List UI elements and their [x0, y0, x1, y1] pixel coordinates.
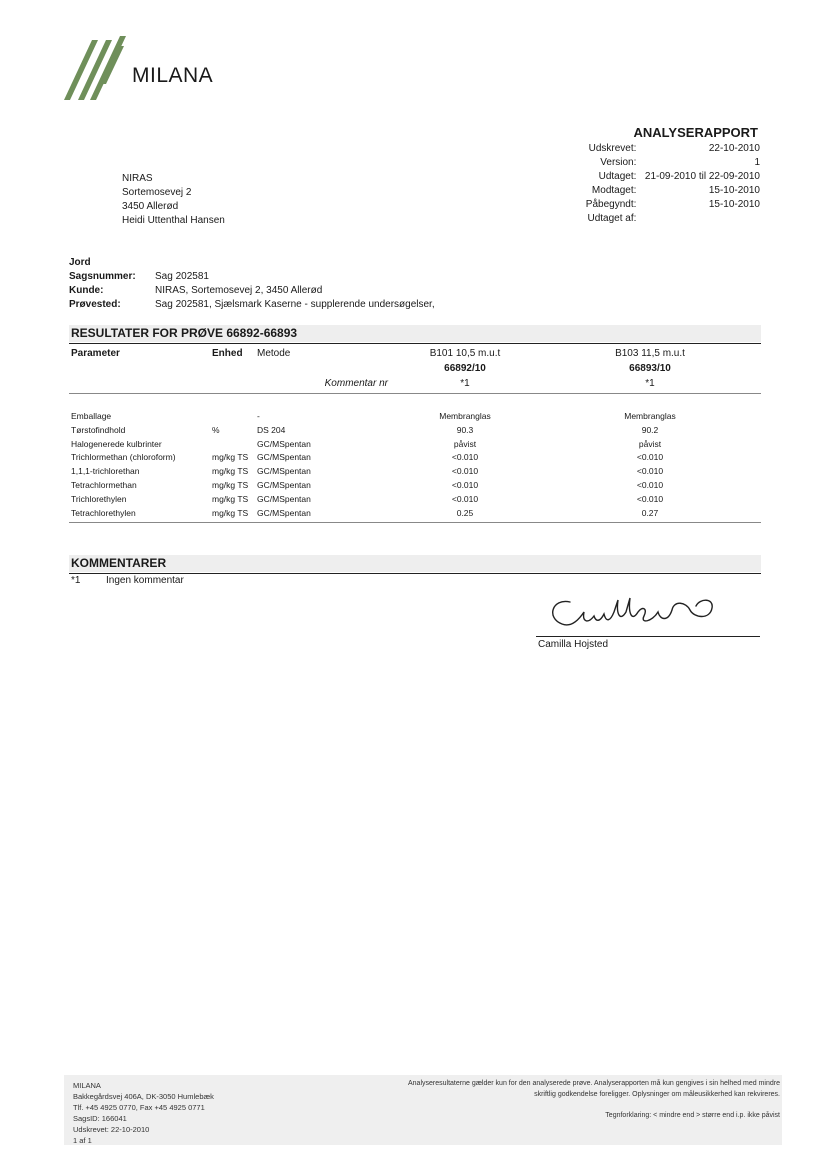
cell-value: <0.010: [451, 466, 479, 477]
disclaimer-line: Analyseresultaterne gælder kun for den analyserede prøve. Analyserapporten må kun gengives i sin helhed med mindre: [408, 1080, 780, 1087]
cell-value: påvist: [453, 438, 477, 449]
sample-comment: *1: [645, 378, 655, 389]
table-row: [69, 507, 761, 521]
address-line: NIRAS: [122, 173, 153, 184]
footer-line: Tlf. +45 4925 0770, Fax +45 4925 0771: [73, 1103, 205, 1112]
cell-method: GC/MSpentan: [257, 479, 311, 490]
cell-value: <0.010: [451, 493, 479, 504]
comment-label: Kommentar nr: [324, 378, 388, 389]
meta-label: Udskrevet:: [588, 143, 637, 154]
cell-value: 0.25: [456, 507, 474, 518]
cell-value: <0.010: [636, 466, 664, 477]
cell-parameter: 1,1,1-trichlorethan: [71, 466, 140, 477]
case-info: [69, 256, 749, 312]
meta-label: Udtaget af:: [587, 213, 637, 224]
cell-value: 0.27: [641, 507, 659, 518]
signature-line: [536, 636, 760, 637]
footer-legend: Tegnforklaring: < mindre end > større end i.p. ikke påvist: [605, 1112, 780, 1119]
footer-line: Bakkegårdsvej 406A, DK-3050 Humlebæk: [73, 1092, 214, 1101]
address-line: 3450 Allerød: [122, 201, 179, 212]
cell-method: GC/MSpentan: [257, 493, 311, 504]
table-row: [69, 410, 761, 424]
table-row: [69, 493, 761, 507]
cell-method: GC/MSpentan: [257, 452, 311, 463]
cell-parameter: Emballage: [71, 411, 112, 421]
footer-line: 1 af 1: [73, 1136, 92, 1145]
cell-unit: mg/kg TS: [212, 479, 249, 490]
handwritten-signature: [540, 592, 720, 636]
sample-comment: *1: [460, 378, 470, 389]
divider: [69, 522, 761, 523]
footer-line: MILANA: [73, 1081, 101, 1090]
cell-value: <0.010: [636, 493, 664, 504]
cell-value: 90.2: [641, 424, 659, 435]
footer-line: SagsID: 166041: [73, 1114, 127, 1123]
cell-method: GC/MSpentan: [257, 438, 311, 449]
cell-unit: mg/kg TS: [212, 466, 249, 477]
cell-parameter: Tetrachlormethan: [71, 479, 137, 490]
sample-name: B101 10,5 m.u.t: [429, 348, 501, 359]
cell-parameter: Trichlormethan (chloroform): [71, 452, 176, 463]
table-row: [69, 438, 761, 452]
meta-value: [642, 212, 760, 226]
comment-ref: *1: [71, 575, 81, 586]
cell-value: Membranglas: [624, 411, 676, 421]
cell-value: <0.010: [451, 479, 479, 490]
meta-label: Udtaget:: [598, 171, 637, 182]
meta-label: Modtaget:: [591, 185, 637, 196]
cell-value: <0.010: [636, 452, 664, 463]
address-line: Heidi Uttenthal Hansen: [122, 215, 225, 226]
sample-name: B103 11,5 m.u.t: [615, 348, 685, 359]
cell-method: DS 204: [257, 424, 286, 435]
meta-label: Version:: [600, 157, 637, 168]
meta-value: 1: [754, 157, 760, 168]
footer-address: [73, 1080, 214, 1146]
header-parameter: Parameter: [71, 348, 120, 359]
cell-method: GC/MSpentan: [257, 507, 311, 518]
sample-id: 66892/10: [444, 363, 486, 374]
disclaimer-line: skriftlig godkendelse foreligger. Oplysninger om måleusikkerhed kan rekvireres.: [534, 1091, 780, 1098]
info-value: NIRAS, Sortemosevej 2, 3450 Allerød: [155, 285, 323, 296]
cell-value: 90.3: [456, 424, 474, 435]
cell-value: <0.010: [451, 452, 479, 463]
info-label: Sagsnummer:: [69, 271, 136, 282]
cell-parameter: Tetrachlorethylen: [71, 507, 136, 518]
matrix: Jord: [69, 257, 91, 268]
info-label: Kunde:: [69, 285, 104, 296]
table-row: [69, 451, 761, 465]
sample-id: 66893/10: [629, 363, 671, 374]
results-table: [69, 410, 761, 520]
meta-value: 15-10-2010: [708, 199, 760, 210]
meta-value: 21-09-2010 til 22-09-2010: [644, 171, 760, 182]
report-meta: [558, 142, 760, 226]
footer-line: Udskrevet: 22-10-2010: [73, 1125, 150, 1134]
cell-value: påvist: [638, 438, 662, 449]
info-value: Sag 202581: [155, 271, 209, 282]
report-title: ANALYSERAPPORT: [633, 125, 758, 140]
cell-method: GC/MSpentan: [257, 466, 311, 477]
address-line: Sortemosevej 2: [122, 187, 192, 198]
cell-unit: mg/kg TS: [212, 493, 249, 504]
table-row: [69, 465, 761, 479]
header-method: Metode: [257, 348, 291, 359]
footer-disclaimer: [300, 1078, 780, 1100]
cell-value: Membranglas: [439, 411, 491, 421]
comments-section-title: KOMMENTARER: [69, 555, 761, 572]
table-row: [69, 424, 761, 438]
divider: [69, 393, 761, 394]
info-label: Prøvested:: [69, 299, 121, 310]
cell-unit: mg/kg TS: [212, 452, 249, 463]
info-value: Sag 202581, Sjælsmark Kaserne - supplerende undersøgelser,: [155, 299, 435, 310]
meta-value: 15-10-2010: [708, 185, 760, 196]
cell-value: <0.010: [636, 479, 664, 490]
header-unit: Enhed: [212, 348, 243, 359]
cell-parameter: Tørstofindhold: [71, 424, 126, 435]
cell-parameter: Halogenerede kulbrinter: [71, 438, 162, 449]
cell-unit: mg/kg TS: [212, 507, 249, 518]
divider: [69, 343, 761, 344]
results-section-title: RESULTATER FOR PRØVE 66892-66893: [69, 325, 761, 342]
meta-value: 22-10-2010: [708, 143, 760, 154]
logo-wordmark: MILANA: [132, 64, 214, 87]
cell-unit: %: [212, 424, 220, 435]
recipient-address: [122, 172, 225, 228]
table-row: [69, 479, 761, 493]
cell-method: -: [257, 411, 260, 421]
divider: [69, 573, 761, 574]
milana-logo-icon: [62, 32, 132, 104]
signatory-name: Camilla Hojsted: [538, 639, 609, 650]
meta-label: Påbegyndt:: [585, 199, 637, 210]
comment-text: Ingen kommentar: [106, 575, 184, 586]
cell-parameter: Trichlorethylen: [71, 493, 127, 504]
